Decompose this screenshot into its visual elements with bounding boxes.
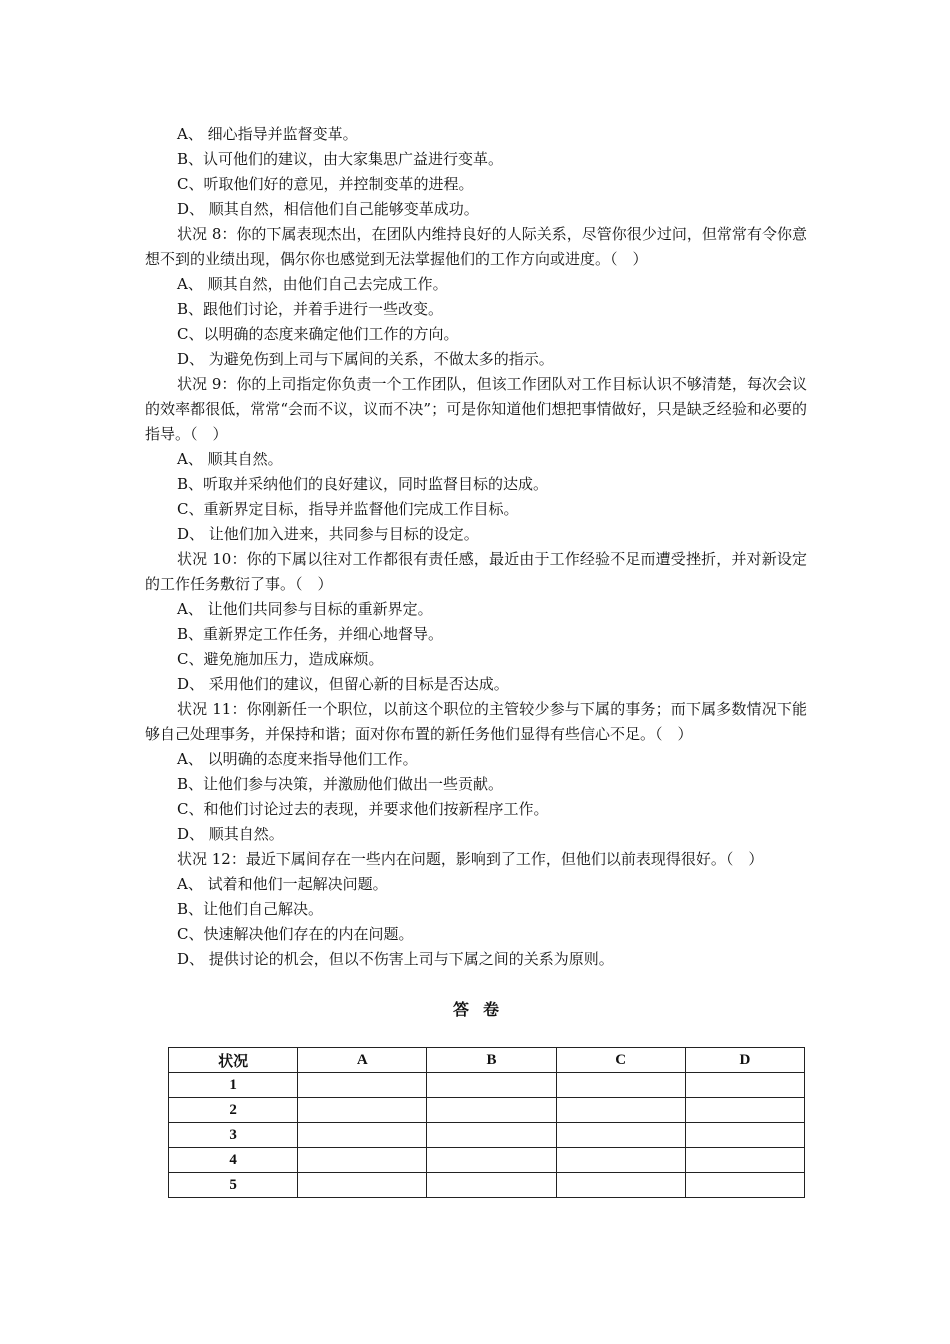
q11-question: 状况 11：你刚新任一个职位，以前这个职位的主管较少参与下属的事务；而下属多数情况下能够自己处理事务，并保持和谐；面对你布置的新任务他们显得有些信心不足。（ ） [145,700,807,743]
answer-cell[interactable] [685,1173,804,1198]
answer-header-row [169,1048,805,1073]
answer-sheet-table [168,1047,805,1198]
q10-option-a: A、 让他们共同参与目标的重新界定。 [177,600,433,618]
q7-option-c: C、听取他们好的意见，并控制变革的进程。 [177,175,474,193]
answer-cell[interactable] [298,1173,427,1198]
answer-row [169,1123,805,1148]
q7-option-a: A、 细心指导并监督变革。 [177,125,358,143]
answer-sheet-title: 答卷 [452,1000,513,1019]
q11-option-d: D、 顺其自然。 [177,825,284,843]
row-label: 1 [169,1073,298,1098]
answer-cell[interactable] [685,1073,804,1098]
answer-cell[interactable] [685,1148,804,1173]
answer-cell[interactable] [556,1173,685,1198]
answer-row [169,1098,805,1123]
q8-option-d: D、 为避免伤到上司与下属间的关系，不做太多的指示。 [177,350,554,368]
q9-option-a: A、 顺其自然。 [177,450,283,468]
q11-option-b: B、让他们参与决策，并激励他们做出一些贡献。 [177,775,504,793]
header-a: A [298,1048,427,1073]
answer-cell[interactable] [298,1148,427,1173]
answer-row [169,1173,805,1198]
row-label: 3 [169,1123,298,1148]
q10-option-c: C、避免施加压力，造成麻烦。 [177,650,384,668]
q9-option-b: B、听取并采纳他们的良好建议，同时监督目标的达成。 [177,475,549,493]
answer-cell[interactable] [298,1098,427,1123]
answer-cell[interactable] [556,1073,685,1098]
q7-option-b: B、认可他们的建议，由大家集思广益进行变革。 [177,150,504,168]
answer-cell[interactable] [556,1098,685,1123]
answer-cell[interactable] [427,1148,556,1173]
q10-question: 状况 10：你的下属以往对工作都很有责任感，最近由于工作经验不足而遭受挫折，并对新设定的工作任务敷衍了事。（ ） [145,550,807,593]
row-label: 2 [169,1098,298,1123]
q11-option-c: C、和他们讨论过去的表现，并要求他们按新程序工作。 [177,800,549,818]
q12-question: 状况 12：最近下属间存在一些内在问题，影响到了工作，但他们以前表现得很好。（ ） [177,850,764,868]
answer-cell[interactable] [685,1098,804,1123]
q8-option-c: C、以明确的态度来确定他们工作的方向。 [177,325,459,343]
answer-row [169,1148,805,1173]
q11-option-a: A、 以明确的态度来指导他们工作。 [177,750,418,768]
answer-cell[interactable] [298,1123,427,1148]
q12-option-b: B、让他们自己解决。 [177,900,324,918]
header-b: B [427,1048,556,1073]
q12-option-a: A、 试着和他们一起解决问题。 [177,875,388,893]
header-status: 状况 [169,1048,298,1073]
q9-option-d: D、 让他们加入进来，共同参与目标的设定。 [177,525,479,543]
document-page [145,122,807,1198]
answer-cell[interactable] [685,1123,804,1148]
q12-option-d: D、 提供讨论的机会，但以不伤害上司与下属之间的关系为原则。 [177,950,614,968]
q7-option-d: D、 顺其自然，相信他们自己能够变革成功。 [177,200,479,218]
answer-cell[interactable] [427,1123,556,1148]
q12-option-c: C、快速解决他们存在的内在问题。 [177,925,414,943]
q8-option-a: A、 顺其自然，由他们自己去完成工作。 [177,275,448,293]
header-c: C [556,1048,685,1073]
answer-cell[interactable] [427,1073,556,1098]
answer-row [169,1073,805,1098]
answer-cell[interactable] [556,1148,685,1173]
q9-option-c: C、重新界定目标，指导并监督他们完成工作目标。 [177,500,519,518]
q8-option-b: B、跟他们讨论，并着手进行一些改变。 [177,300,444,318]
row-label: 4 [169,1148,298,1173]
q10-option-d: D、 采用他们的建议，但留心新的目标是否达成。 [177,675,509,693]
q9-question: 状况 9：你的上司指定你负责一个工作团队，但该工作团队对工作目标认识不够清楚，每次会议的效率都很低，常常“会而不议，议而不决”；可是你知道他们想把事情做好，只是缺乏经验和必要的指导。（ ） [145,375,807,443]
q8-question: 状况 8：你的下属表现杰出，在团队内维持良好的人际关系，尽管你很少过问，但常常有令你意想不到的业绩出现，偶尔你也感觉到无法掌握他们的工作方向或进度。（ ） [145,225,807,268]
row-label: 5 [169,1173,298,1198]
answer-cell[interactable] [427,1098,556,1123]
answer-cell[interactable] [427,1173,556,1198]
answer-cell[interactable] [298,1073,427,1098]
answer-cell[interactable] [556,1123,685,1148]
header-d: D [685,1048,804,1073]
q10-option-b: B、重新界定工作任务，并细心地督导。 [177,625,444,643]
